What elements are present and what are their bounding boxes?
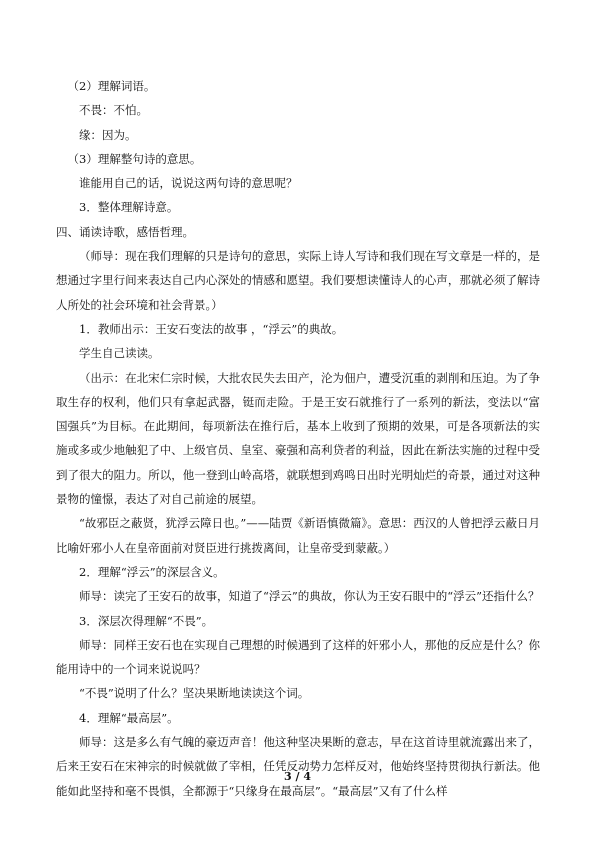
- paragraph-understand-words: （2）理解词语。: [67, 79, 156, 93]
- paragraph-step-3: 3．整体理解诗意。: [79, 200, 179, 215]
- paragraph-teacher-guide-zuigaoceng: 师导：这是多么有气魄的豪迈声音！他这种坚决果断的意志，早在这首诗里就流露出来了，后来王安石在宋神宗的时候就做了宰相，任凭反动势力怎样反对，他始终坚持贯彻执行新法。他能如此坚持和毫不畏惧，全都源于“只缘身在最高层”。“最高层”又有了什么样: [56, 735, 540, 798]
- paragraph-wang-anshi-story: （出示：在北宋仁宗时候，大批农民失去田产，沦为佃户，遭受沉重的剥削和压迫。为了争取生存的权利，他们只有拿起武器，铤而走险。于是王安石就推行了一系列的新法，变法以“富国强兵”为目标。在此期间，每项新法在推行后，基本上收到了预期的效果，可是各项新法的实施或多或少地触犯了中、上级官员、皇室、豪强和高利贷者的利益，因此在新法实施的过程中受到了很大的阻力。所以，他一登到山岭高塔，就联想到鸡鸣日出时光明灿烂的奇景，通过对这种景物的憧憬，表达了对自己前途的展望。: [56, 370, 540, 507]
- paragraph-step-2-fuyun: 2．理解“浮云”的深层含义。: [79, 564, 225, 579]
- paragraph-step-4-zuigaoceng: 4．理解“最高层”。: [79, 710, 179, 725]
- paragraph-students-read: 学生自己读读。: [79, 346, 160, 361]
- paragraph-yuan-definition: 缘：因为。: [79, 127, 137, 142]
- paragraph-teacher-guide-fuyun: 师导：读完了王安石的故事，知道了“浮云”的典故，你认为王安石眼中的“浮云”还指什么？: [79, 589, 540, 604]
- paragraph-teacher-guide-buwei: 师导：同样王安石也在实现自己理想的时候遇到了这样的奸邪小人，那他的反应是什么？你能用诗中的一个词来说说吗？: [56, 637, 540, 677]
- paragraph-teacher-guide-intro: （师导：现在我们理解的只是诗句的意思，实际上诗人写诗和我们现在写文章是一样的，是想通过字里行间来表达自己内心深处的情感和愿望。我们要想读懂诗人的心声，那就必须了解诗人所处的社会环境和社会背景。）: [56, 249, 540, 312]
- paragraph-buwei-meaning: “不畏”说明了什么？坚决果断地读读这个词。: [79, 686, 310, 701]
- paragraph-buwei-definition: 不畏：不怕。: [79, 103, 148, 118]
- section-heading-four: 四、诵读诗歌，感悟哲理。: [56, 224, 194, 239]
- page-body: [56, 74, 540, 803]
- paragraph-fuyun-allusion: “故邪臣之蔽贤，犹浮云障日也。”——陆贾《新语慎微篇》。意思：西汉的人曾把浮云蔽日月比喻奸邪小人在皇帝面前对贤臣进行挑拨离间，让皇帝受到蒙蔽。）: [56, 516, 540, 555]
- paragraph-teacher-shows: 1．教师出示：王安石变法的故事 ，“浮云”的典故。: [79, 321, 344, 336]
- paragraph-understand-sentence: （3）理解整句诗的意思。: [67, 151, 202, 166]
- paragraph-question: 谁能用自己的话，说说这两句诗的意思呢？: [79, 176, 298, 191]
- paragraph-step-3-buwei: 3．深层次得理解“不畏”。: [79, 613, 214, 628]
- page-number: 3 / 4: [284, 770, 311, 783]
